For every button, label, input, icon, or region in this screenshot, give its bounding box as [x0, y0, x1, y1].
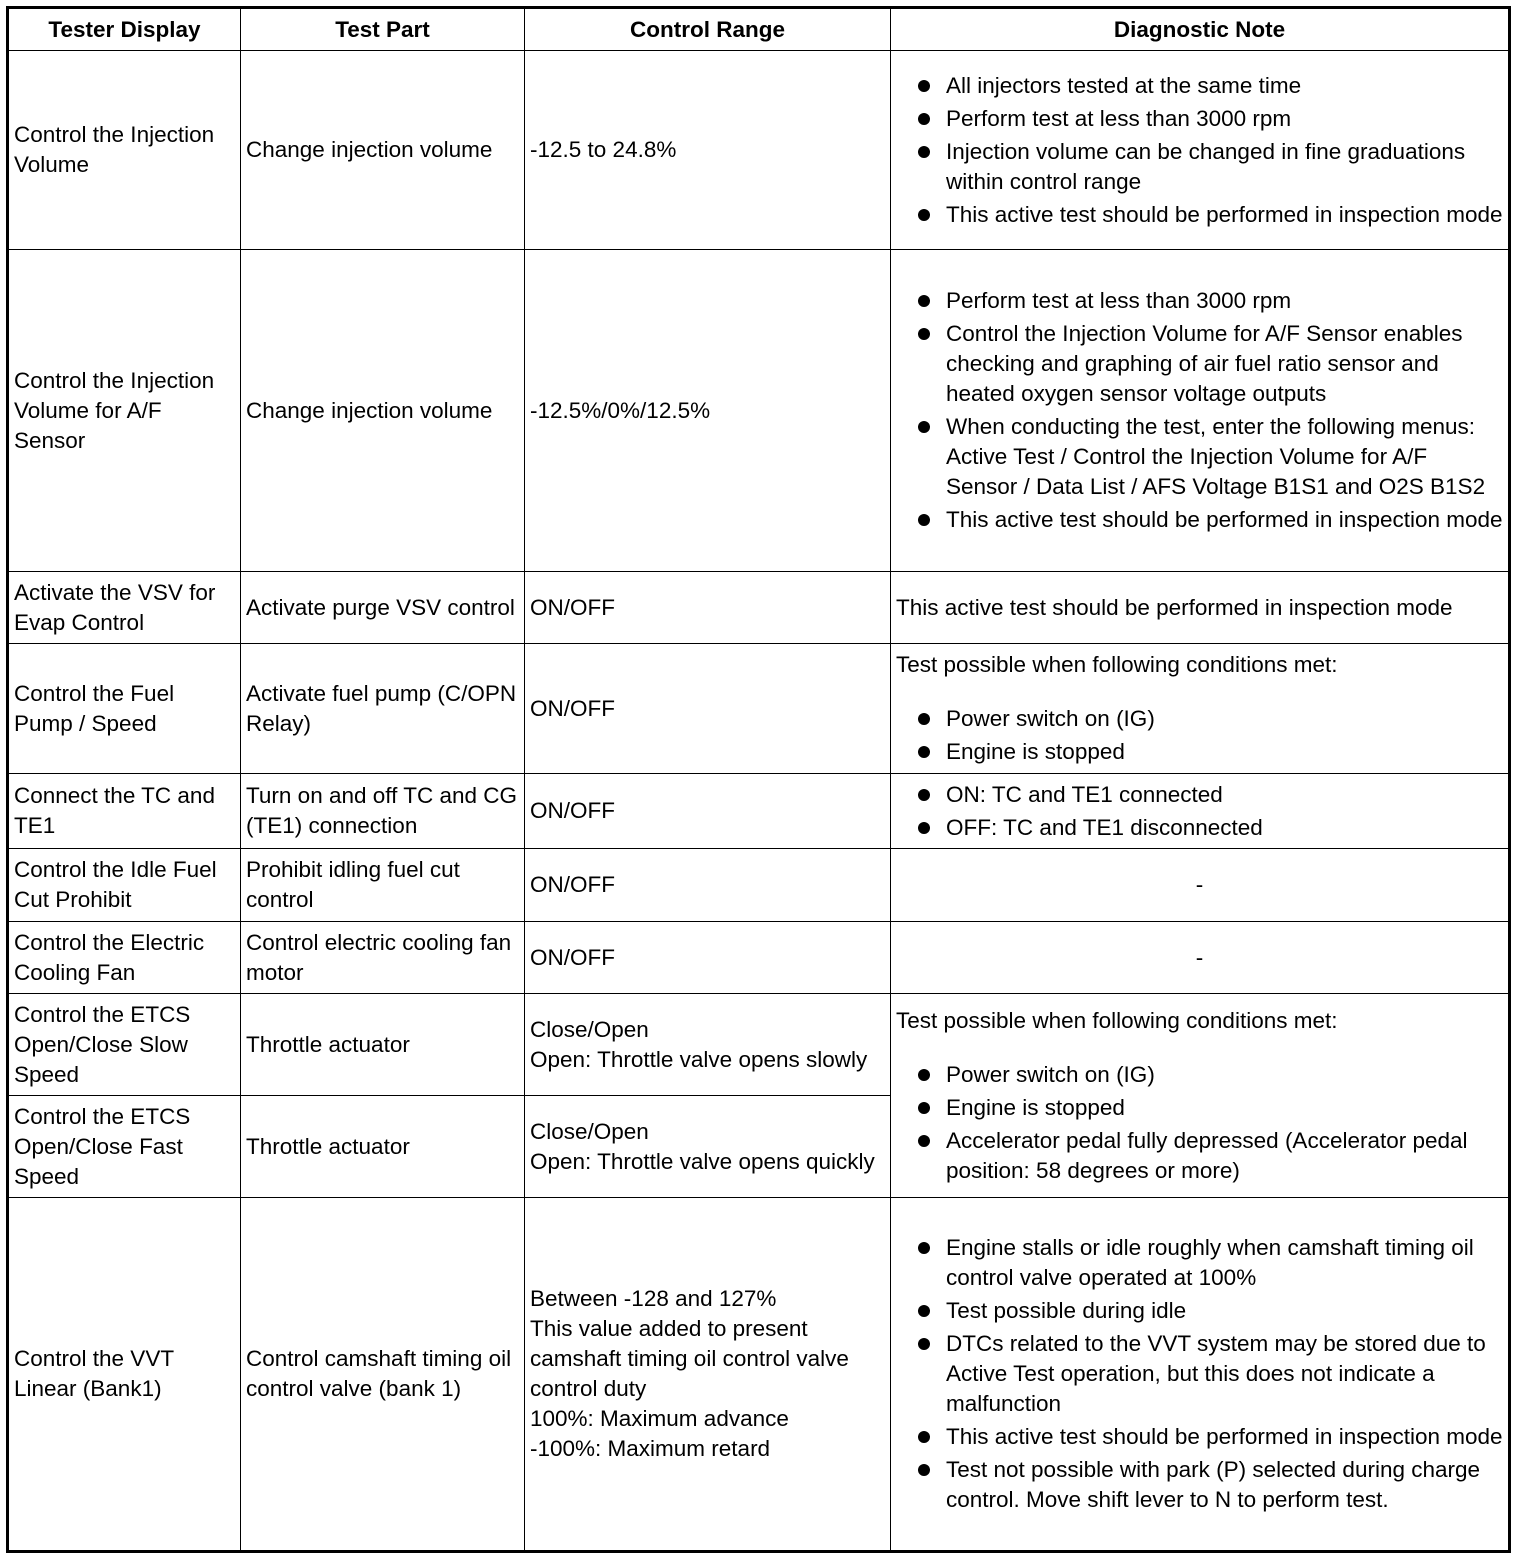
note-bullet: Perform test at less than 3000 rpm [896, 286, 1503, 316]
diagnostic-note-cell [891, 774, 1510, 849]
header-control-range: Control Range [525, 8, 891, 51]
note-bullet: DTCs related to the VVT system may be stored due to Active Test operation, but this does not indicate a malfunction [896, 1329, 1503, 1419]
table-row [8, 250, 1510, 572]
diagnostic-note-cell [891, 51, 1510, 250]
control-range-cell [525, 250, 891, 572]
control-range-line: Close/Open [530, 1118, 649, 1144]
control-range-line: ON/OFF [530, 872, 615, 897]
diagnostic-note-cell: This active test should be performed in inspection mode [891, 572, 1510, 644]
control-range-line: ON/OFF [530, 798, 615, 823]
tester-display-cell: Control the Fuel Pump / Speed [8, 644, 241, 774]
control-range-line: ON/OFF [530, 695, 615, 721]
diagnostic-note-cell [891, 250, 1510, 572]
note-bullet: Engine is stopped [896, 737, 1503, 767]
table-row [8, 849, 1510, 922]
note-list [896, 286, 1503, 535]
table-row [8, 774, 1510, 849]
control-range-cell [525, 922, 891, 994]
note-bullet: Power switch on (IG) [896, 704, 1503, 734]
control-range-cell [525, 994, 891, 1096]
note-bullet: This active test should be performed in inspection mode [896, 1422, 1503, 1452]
tester-display-cell: Control the Idle Fuel Cut Prohibit [8, 849, 241, 922]
note-bullet: Control the Injection Volume for A/F Sensor enables checking and graphing of air fuel ratio sensor and heated oxygen sensor voltage outputs [896, 319, 1503, 409]
control-range-line: ON/OFF [530, 594, 615, 620]
control-range-cell [525, 849, 891, 922]
tester-display-cell: Connect the TC and TE1 [8, 774, 241, 849]
test-part-cell: Control electric cooling fan motor [241, 922, 525, 994]
control-range-line: Open: Throttle valve opens slowly [530, 1046, 868, 1072]
control-range-line: -12.5%/0%/12.5% [530, 397, 711, 423]
tester-display-cell: Control the ETCS Open/Close Slow Speed [8, 994, 241, 1096]
control-range-line: This value added to present camshaft timing oil control valve control duty [530, 1316, 849, 1401]
control-range-line: 100%: Maximum advance [530, 1406, 789, 1431]
control-range-line: Open: Throttle valve opens quickly [530, 1148, 875, 1174]
note-list [896, 1060, 1503, 1186]
diagnostic-note-cell: - [891, 922, 1510, 994]
control-range-cell [525, 644, 891, 774]
note-bullet: Accelerator pedal fully depressed (Accelerator pedal position: 58 degrees or more) [896, 1126, 1503, 1186]
test-part-cell: Turn on and off TC and CG (TE1) connection [241, 774, 525, 849]
note-bullet: Engine is stopped [896, 1093, 1503, 1123]
note-bullet: This active test should be performed in inspection mode [896, 505, 1503, 535]
note-bullet: ON: TC and TE1 connected [896, 780, 1503, 810]
note-bullet: OFF: TC and TE1 disconnected [896, 813, 1503, 843]
control-range-line: -100%: Maximum retard [530, 1436, 771, 1461]
test-part-cell: Control camshaft timing oil control valve (bank 1) [241, 1198, 525, 1552]
tester-display-cell: Activate the VSV for Evap Control [8, 572, 241, 644]
note-bullet: Test not possible with park (P) selected during charge control. Move shift lever to N to perform test. [896, 1455, 1503, 1515]
test-part-cell: Change injection volume [241, 51, 525, 250]
header-diagnostic-note: Diagnostic Note [891, 8, 1510, 51]
note-list [896, 704, 1503, 767]
tester-display-cell: Control the ETCS Open/Close Fast Speed [8, 1096, 241, 1198]
diagnostic-note-cell: - [891, 849, 1510, 922]
control-range-cell [525, 774, 891, 849]
note-list [896, 780, 1503, 843]
table-row [8, 51, 1510, 250]
active-test-table [6, 6, 1511, 1553]
note-bullet: Test possible during idle [896, 1296, 1503, 1326]
note-bullet: When conducting the test, enter the following menus: Active Test / Control the Injection Volume for A/F Sensor / Data List / AFS Voltage B1S1 and O2S B1S2 [896, 412, 1503, 502]
note-bullet: This active test should be performed in inspection mode [896, 200, 1503, 230]
control-range-cell [525, 51, 891, 250]
note-bullet: Power switch on (IG) [896, 1060, 1503, 1090]
control-range-line: Between -128 and 127% [530, 1286, 777, 1311]
table-row [8, 994, 1510, 1096]
control-range-line: ON/OFF [530, 944, 615, 970]
table-row [8, 644, 1510, 774]
test-part-cell: Throttle actuator [241, 1096, 525, 1198]
note-list [896, 71, 1503, 230]
tester-display-cell: Control the Injection Volume for A/F Sensor [8, 250, 241, 572]
tester-display-cell: Control the Electric Cooling Fan [8, 922, 241, 994]
note-lead-text: Test possible when following conditions met: [896, 652, 1338, 677]
test-part-cell: Change injection volume [241, 250, 525, 572]
diagnostic-note-cell [891, 1198, 1510, 1552]
test-part-cell: Throttle actuator [241, 994, 525, 1096]
header-tester-display: Tester Display [8, 8, 241, 51]
header-test-part: Test Part [241, 8, 525, 51]
note-lead-text: Test possible when following conditions met: [896, 1007, 1338, 1033]
control-range-line: Close/Open [530, 1016, 649, 1042]
diagnostic-note-cell [891, 994, 1510, 1198]
note-bullet: Engine stalls or idle roughly when camshaft timing oil control valve operated at 100% [896, 1233, 1503, 1293]
header-row [8, 8, 1510, 51]
table-row [8, 922, 1510, 994]
diagnostic-note-cell [891, 644, 1510, 774]
table-row [8, 1198, 1510, 1552]
table-row [8, 572, 1510, 644]
note-bullet: Perform test at less than 3000 rpm [896, 104, 1503, 134]
tester-display-cell: Control the Injection Volume [8, 51, 241, 250]
test-part-cell: Prohibit idling fuel cut control [241, 849, 525, 922]
note-bullet: Injection volume can be changed in fine graduations within control range [896, 137, 1503, 197]
tester-display-cell: Control the VVT Linear (Bank1) [8, 1198, 241, 1552]
control-range-cell [525, 572, 891, 644]
test-part-cell: Activate purge VSV control [241, 572, 525, 644]
control-range-line: -12.5 to 24.8% [530, 137, 677, 162]
note-bullet: All injectors tested at the same time [896, 71, 1503, 101]
control-range-cell [525, 1096, 891, 1198]
test-part-cell: Activate fuel pump (C/OPN Relay) [241, 644, 525, 774]
note-list [896, 1233, 1503, 1515]
control-range-cell [525, 1198, 891, 1552]
